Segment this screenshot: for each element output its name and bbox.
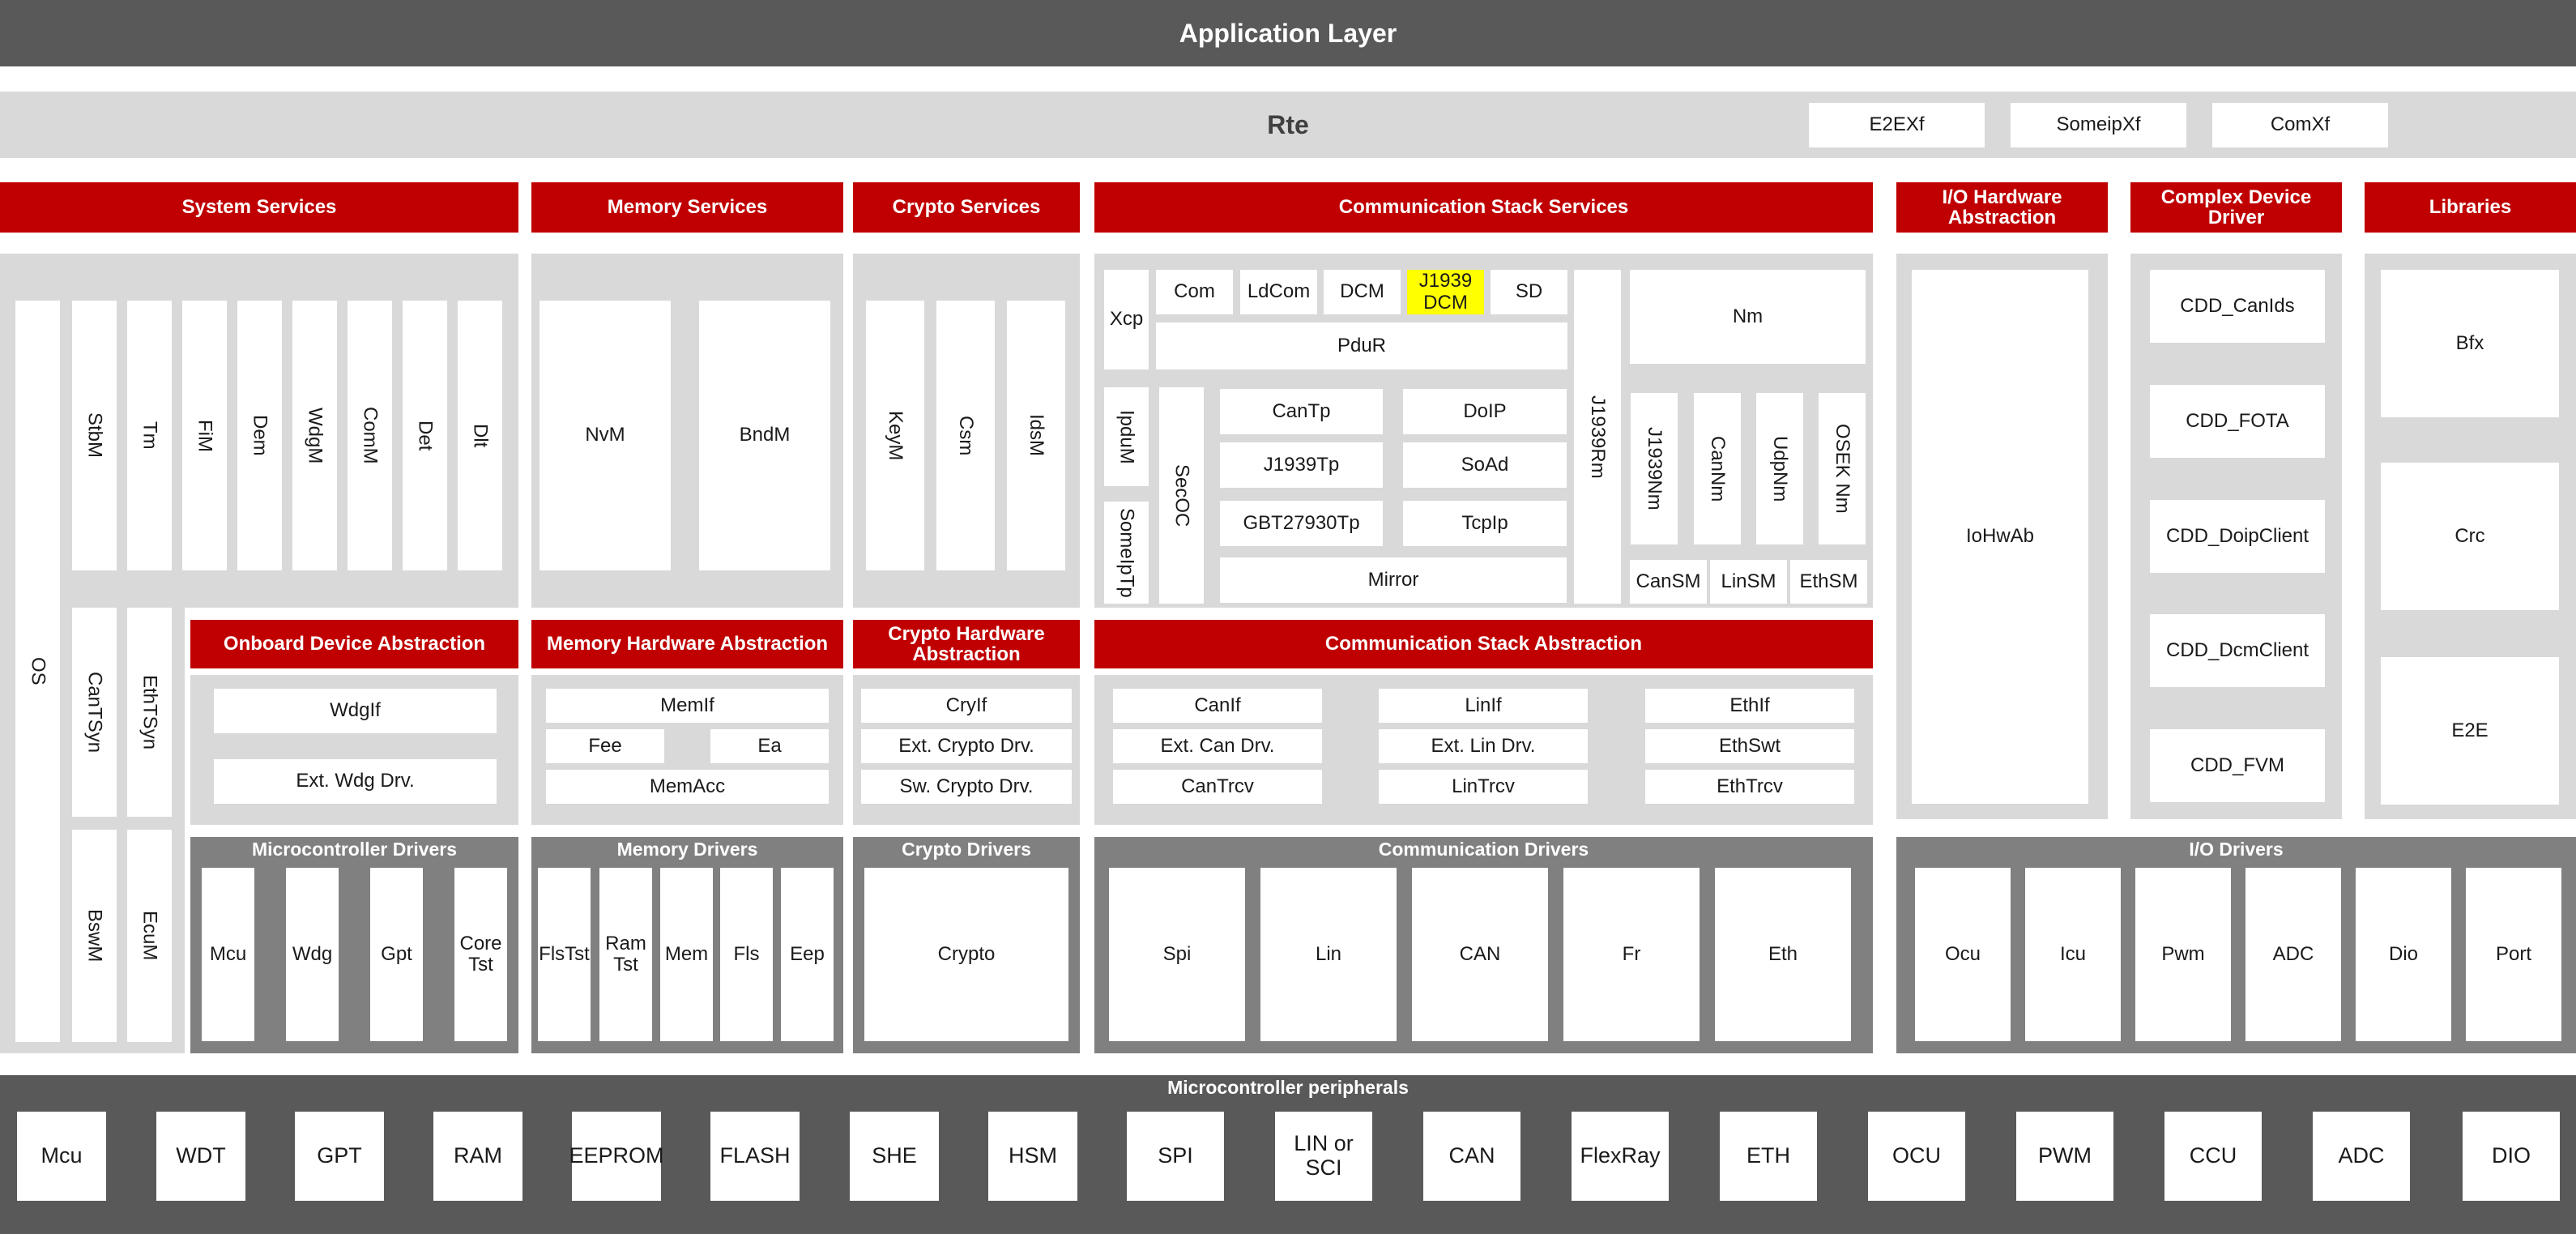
ipdum-box: IpduM [1104, 387, 1149, 486]
j1939nm-box: J1939Nm [1631, 393, 1678, 544]
com-services-header: Communication Stack Services [1094, 182, 1873, 233]
eep-driver-box: Eep [781, 868, 834, 1041]
dcm-box: DCM [1324, 270, 1401, 314]
cantp-box: CanTp [1220, 389, 1383, 434]
peripheral-wdt: WDT [156, 1112, 245, 1201]
cdd-doipclient-box: CDD_DoipClient [2150, 500, 2325, 573]
cdd-header: Complex Device Driver [2130, 182, 2342, 233]
peripheral-ram: RAM [433, 1112, 522, 1201]
spi-driver-box: Spi [1109, 868, 1245, 1041]
peripheral-pwm: PWM [2016, 1112, 2113, 1201]
crc-box: Crc [2381, 463, 2559, 610]
csm-box: Csm [936, 301, 995, 570]
stbm-box: StbM [72, 301, 117, 570]
peripheral-hsm: HSM [988, 1112, 1077, 1201]
idsm-box: IdsM [1007, 301, 1065, 570]
linsm-box: LinSM [1710, 560, 1787, 604]
libraries-header: Libraries [2365, 182, 2576, 233]
peripheral-ocu: OCU [1868, 1112, 1965, 1201]
peripheral-gpt: GPT [295, 1112, 384, 1201]
fee-box: Fee [546, 729, 664, 763]
ecum-box: EcuM [127, 830, 172, 1042]
ldcom-box: LdCom [1240, 270, 1317, 314]
pdur-box: PduR [1156, 322, 1567, 369]
fim-box: FiM [182, 301, 227, 570]
someipxf-box: SomeipXf [2011, 103, 2186, 147]
j1939dcm-box: J1939 DCM [1407, 270, 1484, 314]
eth-driver-box: Eth [1715, 868, 1851, 1041]
mirror-box: Mirror [1220, 557, 1567, 603]
lin-driver-box: Lin [1260, 868, 1397, 1041]
pwm-driver-box: Pwm [2135, 868, 2231, 1041]
memory-services-header: Memory Services [531, 182, 843, 233]
gpt-driver-box: Gpt [370, 868, 423, 1041]
crypto-driver-box: Crypto [864, 868, 1068, 1041]
io-drivers-title: I/O Drivers [2189, 839, 2284, 860]
cdd-dcmclient-box: CDD_DcmClient [2150, 614, 2325, 687]
e2e-box: E2E [2381, 657, 2559, 805]
ethsm-box: EthSM [1790, 560, 1867, 604]
peripheral-dio: DIO [2463, 1112, 2560, 1201]
keym-box: KeyM [866, 301, 924, 570]
gbt27930tp-box: GBT27930Tp [1220, 501, 1383, 546]
memacc-box: MemAcc [546, 770, 829, 804]
peripheral-spi: SPI [1127, 1112, 1224, 1201]
ext-lin-drv-box: Ext. Lin Drv. [1379, 729, 1588, 763]
peripherals-title: Microcontroller peripherals [1167, 1077, 1409, 1098]
tm-box: Tm [127, 301, 172, 570]
os-box: OS [15, 301, 60, 1042]
ext-crypto-drv-box: Ext. Crypto Drv. [861, 729, 1072, 763]
iohwab-box: IoHwAb [1912, 270, 2088, 804]
com-box: Com [1156, 270, 1233, 314]
linif-box: LinIf [1379, 689, 1588, 723]
application-layer: Application Layer [0, 0, 2576, 66]
mem-driver-box: Mem [660, 868, 713, 1041]
io-hw-abs-header: I/O Hardware Abstraction [1896, 182, 2108, 233]
lintrcv-box: LinTrcv [1379, 770, 1588, 804]
can-driver-box: CAN [1412, 868, 1548, 1041]
ocu-driver-box: Ocu [1915, 868, 2011, 1041]
peripheral-can: CAN [1423, 1112, 1520, 1201]
sd-box: SD [1491, 270, 1567, 314]
crypto-hw-abs-header: Crypto Hardware Abstraction [853, 620, 1080, 668]
j1939rm-box: J1939Rm [1574, 270, 1621, 604]
peripheral-eth: ETH [1720, 1112, 1817, 1201]
canif-box: CanIf [1113, 689, 1322, 723]
mcu-driver-box: Mcu [202, 868, 254, 1041]
mcu-drivers-title: Microcontroller Drivers [251, 839, 458, 860]
e2exf-box: E2EXf [1809, 103, 1985, 147]
comxf-box: ComXf [2212, 103, 2388, 147]
cdd-fvm-box: CDD_FVM [2150, 729, 2325, 802]
ethtsyn-box: EthTSyn [127, 608, 172, 817]
rte-title: Rte [1267, 109, 1309, 139]
port-driver-box: Port [2466, 868, 2561, 1041]
cdd-fota-box: CDD_FOTA [2150, 385, 2325, 458]
peripheral-mcu: Mcu [17, 1112, 106, 1201]
icu-driver-box: Icu [2025, 868, 2121, 1041]
mem-hw-abs-header: Memory Hardware Abstraction [531, 620, 843, 668]
bswm-box: BswM [72, 830, 117, 1042]
ethif-box: EthIf [1645, 689, 1854, 723]
mem-drivers-title: Memory Drivers [616, 839, 758, 860]
crypto-drivers-title: Crypto Drivers [902, 839, 1031, 860]
flstst-driver-box: FlsTst [538, 868, 591, 1041]
ext-wdg-drv-box: Ext. Wdg Drv. [214, 759, 497, 804]
coretst-driver-box: Core Tst [454, 868, 507, 1041]
det-box: Det [403, 301, 447, 570]
memif-box: MemIf [546, 689, 829, 723]
bfx-box: Bfx [2381, 270, 2559, 417]
wdgif-box: WdgIf [214, 689, 497, 733]
j1939tp-box: J1939Tp [1220, 442, 1383, 488]
peripheral-flexray: FlexRay [1572, 1112, 1669, 1201]
peripheral-ccu: CCU [2164, 1112, 2262, 1201]
ethswt-box: EthSwt [1645, 729, 1854, 763]
cannm-box: CanNm [1694, 393, 1741, 544]
peripheral-flash: FLASH [710, 1112, 800, 1201]
cantrcv-box: CanTrcv [1113, 770, 1322, 804]
someiptp-box: SomeIpTp [1104, 502, 1149, 604]
dio-driver-box: Dio [2356, 868, 2451, 1041]
sw-crypto-drv-box: Sw. Crypto Drv. [861, 770, 1072, 804]
tcpip-box: TcpIp [1403, 501, 1567, 546]
peripheral-lin-or-sci: LIN or SCI [1275, 1112, 1372, 1201]
bndm-box: BndM [699, 301, 830, 570]
com-stack-abs-header: Communication Stack Abstraction [1094, 620, 1873, 668]
fr-driver-box: Fr [1563, 868, 1700, 1041]
ethtrcv-box: EthTrcv [1645, 770, 1854, 804]
cansm-box: CanSM [1630, 560, 1707, 604]
ea-box: Ea [710, 729, 829, 763]
soad-box: SoAd [1403, 442, 1567, 488]
nvm-box: NvM [540, 301, 671, 570]
nm-box: Nm [1630, 270, 1866, 364]
ramtst-driver-box: RamTst [599, 868, 652, 1041]
peripheral-eeprom: EEPROM [572, 1112, 661, 1201]
cantsyn-box: CanTSyn [72, 608, 117, 817]
onboard-abs-header: Onboard Device Abstraction [190, 620, 518, 668]
oseknm-box: OSEK Nm [1819, 393, 1866, 544]
wdg-driver-box: Wdg [286, 868, 339, 1041]
com-drivers-title: Communication Drivers [1378, 839, 1589, 860]
ext-can-drv-box: Ext. Can Drv. [1113, 729, 1322, 763]
udpnm-box: UdpNm [1756, 393, 1803, 544]
peripheral-she: SHE [850, 1112, 939, 1201]
crypto-services-header: Crypto Services [853, 182, 1080, 233]
cdd-canids-box: CDD_CanIds [2150, 270, 2325, 343]
comm-box: ComM [348, 301, 392, 570]
dem-box: Dem [237, 301, 282, 570]
secoc-box: SecOC [1159, 387, 1204, 604]
wdgm-box: WdgM [292, 301, 337, 570]
dlt-box: Dlt [458, 301, 502, 570]
adc-driver-box: ADC [2245, 868, 2341, 1041]
peripheral-adc: ADC [2313, 1112, 2410, 1201]
doip-box: DoIP [1403, 389, 1567, 434]
cryif-box: CryIf [861, 689, 1072, 723]
xcp-box: Xcp [1104, 270, 1149, 369]
system-services-header: System Services [0, 182, 518, 233]
fls-driver-box: Fls [720, 868, 773, 1041]
